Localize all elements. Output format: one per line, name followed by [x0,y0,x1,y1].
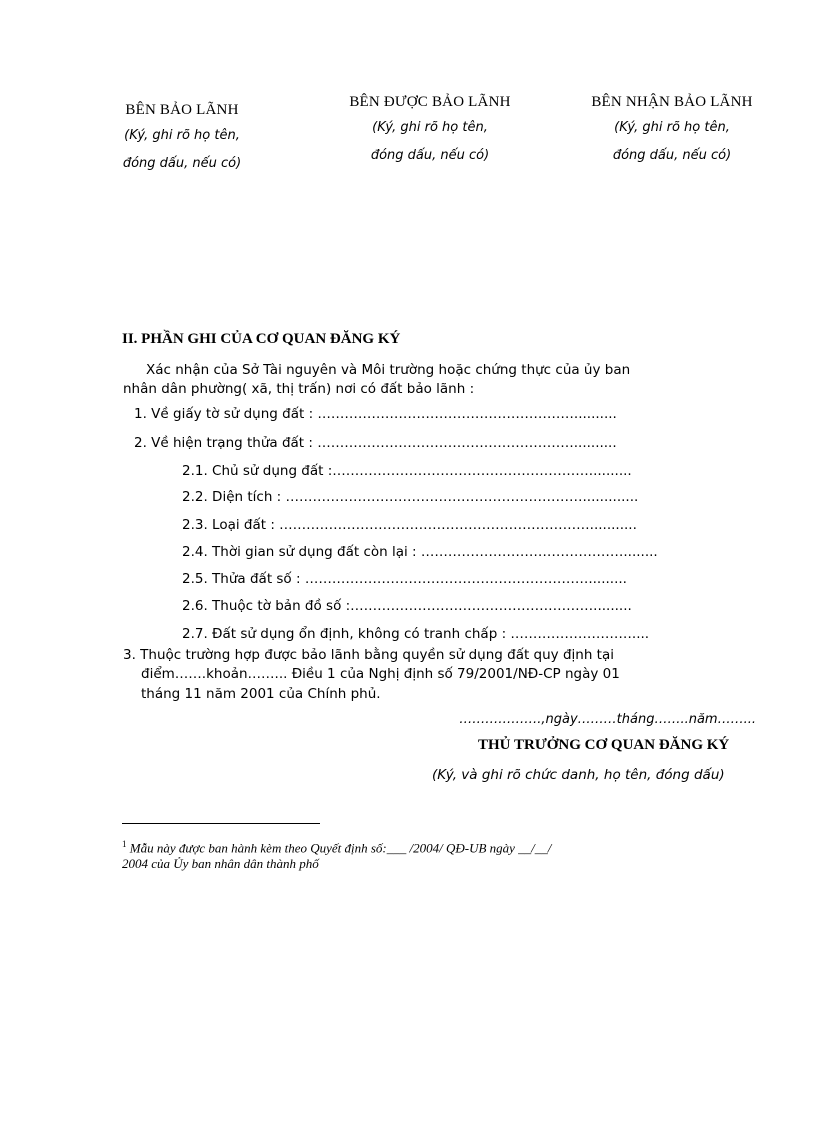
item3-line1: 3. Thuộc trường hợp được bảo lãnh bằng quyền sử dụng đất quy định tại [123,647,614,663]
intro-line2: nhân dân phường( xã, thị trấn) nơi có đất bảo lãnh : [123,381,475,397]
sub-item-remaining-term: 2.4. Thời gian sử dụng đất còn lại : ………………………………………........ [182,544,658,560]
guaranteed-note-line1: (Ký, ghi rõ họ tên, [372,120,488,135]
authority-title: THỦ TRƯỞNG CƠ QUAN ĐĂNG KÝ [478,737,730,753]
sub-item-parcel-number: 2.5. Thửa đất số : ………………………………………………………......... [182,571,627,587]
guaranteed-title: BÊN ĐƯỢC BẢO LÃNH [349,94,511,110]
authority-note: (Ký, và ghi rõ chức danh, họ tên, đóng dấu) [432,767,725,783]
recipient-note-line2: đóng dấu, nếu có) [612,148,732,163]
recipient-title: BÊN NHẬN BẢO LÃNH [591,94,753,110]
item-parcel-status: 2. Về hiện trạng thửa đất : ………………………………………………….......... [134,435,617,451]
guaranteed-note-line2: đóng dấu, nếu có) [370,148,490,163]
guarantor-signature-block [92,102,272,178]
intro-line1: Xác nhận của Sở Tài nguyên và Môi trường hoặc chứng thực của ủy ban [146,362,631,378]
footnote-marker: 1 [122,839,127,849]
sub-item-map-sheet: 2.6. Thuộc tờ bản đồ số :………………………………………………......... [182,598,632,614]
recipient-signature-block [567,94,777,170]
footnote-separator [122,823,320,824]
guaranteed-signature-block [325,94,535,170]
item-land-documents: 1. Về giấy tờ sử dụng đất : ………………………………………………….......... [134,406,617,422]
sub-item-stable-use: 2.7. Đất sử dụng ổn định, không có tranh chấp : ……………………….... [182,626,650,642]
item3-line3: tháng 11 năm 2001 của Chính phủ. [141,686,381,702]
footnote-line2: 2004 của Ủy ban nhân dân thành phố [122,856,319,871]
recipient-note-line1: (Ký, ghi rõ họ tên, [614,120,730,135]
sub-item-land-user: 2.1. Chủ sử dụng đất :………………………………………………….......... [182,463,632,479]
date-line: ……………….,ngày………tháng……..năm……... [459,712,756,727]
guarantor-note-line2: đóng dấu, nếu có) [122,156,242,171]
item3-line2: điểm…….khoản……... Điều 1 của Nghị định số 79/2001/NĐ-CP ngày 01 [141,666,620,682]
sub-item-land-type: 2.3. Loại đất : ……………………………………………………………........... [182,517,637,533]
guarantor-note-line1: (Ký, ghi rõ họ tên, [124,128,240,143]
section-heading: II. PHẦN GHI CỦA CƠ QUAN ĐĂNG KÝ [122,331,401,347]
footnote-text-line1: Mẫu này được ban hành kèm theo Quyết định số:___ /2004/ QĐ-UB ngày __/__/ [126,840,552,856]
sub-item-area: 2.2. Diện tích : …………………………………………………………............. [182,489,639,505]
guarantor-title: BÊN BẢO LÃNH [125,102,239,118]
